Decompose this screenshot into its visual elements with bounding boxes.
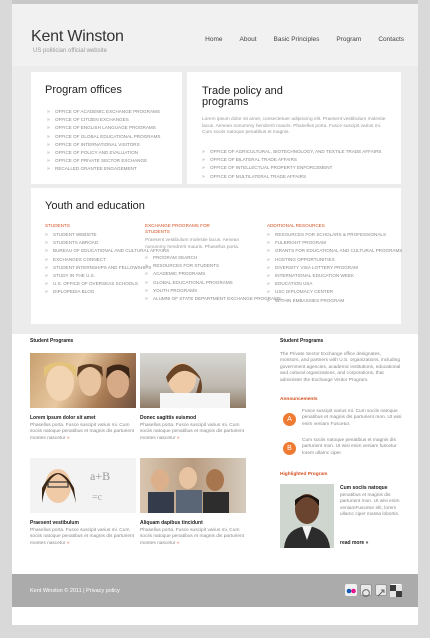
youth-education-box (31, 188, 401, 324)
resources-item[interactable]: » GRANTS FOR EDUCATIONAL AND CULTURAL PROGRAMS (267, 247, 397, 255)
program-offices-item[interactable]: » OFFICE OF INTERNATIONAL VISITORS (47, 141, 161, 149)
flickr-icon[interactable] (345, 584, 357, 596)
trade-policy-box (187, 72, 401, 184)
students-item[interactable]: » BUREAU OF EDUCATIONAL AND CULTURAL AFFAIRS (45, 247, 145, 255)
resources-item[interactable]: » RESOURCES FOR SCHOLARS & PROFESSIONALS (267, 231, 397, 239)
site-slogan: US politician official website (33, 48, 107, 54)
card-2-text: Phasellus porta. Fusce suscipit varius mi. Cum sociis natoque penatibus et magnis dis parturient montes nascetur » (140, 423, 244, 441)
trade-policy-item[interactable]: » OFFICE OF INTELLECTUAL PROPERTY ENFORCEMENT (202, 164, 381, 172)
skype-icon-shape (361, 588, 371, 598)
highlighted-caption[interactable]: Cum sociis natoque (340, 485, 388, 491)
highlighted-person-image (280, 484, 334, 548)
nav-about[interactable]: About (239, 36, 257, 43)
read-more-link[interactable]: read more » (340, 540, 369, 546)
students-group-image (30, 353, 136, 408)
footer (12, 574, 418, 607)
students-photo-1[interactable] (30, 353, 136, 408)
delicious-icon[interactable] (390, 584, 402, 596)
content-area (12, 66, 418, 334)
exchange-list (145, 254, 281, 303)
card-1-more-link[interactable]: » (66, 435, 70, 441)
exchange-item[interactable]: » ACADEMIC PROGRAMS (145, 270, 260, 278)
program-offices-list (47, 108, 161, 174)
program-offices-item[interactable]: » OFFICE OF CITIZEN EXCHANGES (47, 116, 161, 124)
students-item[interactable]: » STUDENT INTERNSHIPS AND FELLOWSHIPS (45, 264, 145, 272)
students-class-image (140, 458, 246, 513)
resources-item[interactable]: » DIVERSITY VISA LOTTERY PROGRAM (267, 264, 397, 272)
resources-heading: ADDITIONAL RESOURCES (267, 223, 325, 228)
share-icon-shape (376, 588, 386, 598)
header (12, 4, 418, 66)
students-item[interactable]: » EXCHANGES CONNECT (45, 256, 145, 264)
student-whiteboard-image (30, 458, 136, 513)
student-programs-title: Student Programs (30, 338, 74, 344)
announcement-a-badge: A (283, 413, 296, 426)
highlighted-text: penatibus et magnis dis parturient mon. Ut wisi enim veniamFuscetur elit, lorem ullamc ciper massa lobortis. (340, 493, 400, 518)
card-2-more-link[interactable]: » (176, 435, 180, 441)
nav-home[interactable]: Home (205, 36, 223, 43)
students-heading: STUDENTS (45, 223, 70, 228)
students-photo-2[interactable] (140, 353, 246, 408)
resources-item[interactable]: » FULBRIGHT PROGRAM (267, 239, 397, 247)
resources-item[interactable]: » HOSTING OPPORTUNITIES (267, 256, 397, 264)
sidebar-title: Student Programs (280, 338, 324, 344)
page (12, 0, 418, 625)
resources-list (267, 231, 403, 305)
resources-item[interactable]: » INTERNATIONAL EDUCATION WEEK (267, 272, 397, 280)
student-lying-image (140, 353, 246, 408)
students-item[interactable]: » DIPLOPEDIA BLOG (45, 288, 145, 296)
program-offices-item[interactable]: » OFFICE OF GLOBAL EDUCATIONAL PROGRAMS (47, 133, 161, 141)
announcements-title: Announcements (280, 397, 318, 402)
delicious-icon-shape (390, 585, 402, 597)
card-4-text: Phasellus porta. Fusce suscipit varius mi. Cum sociis natoque penatibus et magnis dis parturient montes nascetur » (140, 528, 244, 546)
announcement-b-badge: B (283, 442, 296, 455)
card-1-caption[interactable]: Lorem ipsum dolor sit amet (30, 415, 96, 421)
main-nav (188, 36, 404, 43)
program-offices-item[interactable]: » OFFICE OF ENGLISH LANGUAGE PROGRAMS (47, 124, 161, 132)
trade-policy-item[interactable]: » OFFICE OF BILATERAL TRADE AFFAIRS (202, 156, 381, 164)
nav-program[interactable]: Program (336, 36, 362, 43)
svg-text:=c: =c (92, 492, 103, 503)
resources-item[interactable]: » WITHIN EMBASSIES PROGRAM (267, 297, 397, 305)
program-offices-item[interactable]: » OFFICE OF POLICY AND EVALUATION (47, 149, 161, 157)
students-list (45, 231, 170, 297)
resources-item[interactable]: » USC DIPLOMACY CENTER (267, 288, 397, 296)
skype-icon[interactable] (360, 584, 372, 596)
card-3-more-link[interactable]: » (66, 540, 70, 546)
sidebar-text: The Private Sector Exchange office designates, monitors, and partners with U.S. organizations, including government agencies, academic institutions, educational and cultural organizations, and corporations, that administer the Exchange Visitor Program. (280, 352, 401, 383)
students-item[interactable]: » U.S. OFFICE OF OVERSEAS SCHOOLS (45, 280, 145, 288)
program-offices-item[interactable]: » OFFICE OF PRIVATE SECTOR EXCHANGE (47, 157, 161, 165)
announcement-a-text: Fusce suscipit varius mi. Cum sociis natoque penatibus et magnis dis parturient mon. Ut wisi enim veniam Fuscetur. (302, 409, 402, 427)
program-offices-box (31, 72, 182, 184)
program-offices-item[interactable]: » OFFICE OF ACADEMIC EXCHANGE PROGRAMS (47, 108, 161, 116)
card-2-caption[interactable]: Donec sagittis euismod (140, 415, 197, 421)
exchange-item[interactable]: » ALUMNI OF STATE DEPARTMENT EXCHANGE PROGRAMS (145, 295, 260, 303)
card-3-text: Phasellus porta. Fusce suscipit varius mi. Cum sociis natoque penatibus et magnis dis parturient montes nascetur » (30, 528, 134, 546)
students-column (45, 223, 170, 297)
program-offices-title: Program offices (45, 84, 122, 96)
flickr-icon-shape (345, 585, 357, 597)
nav-basic-principles[interactable]: Basic Principles (273, 36, 320, 43)
highlighted-title: Highlighted Program (280, 472, 328, 477)
students-photo-4[interactable] (140, 458, 246, 513)
exchange-intro: Praesent vestibulum molestie lacus. Aenean nonummy hendrerit mauris. Phasellus porta. (145, 238, 240, 250)
exchange-item[interactable]: » RESOURCES FOR STUDENTS (145, 262, 260, 270)
card-4-more-link[interactable]: » (176, 540, 180, 546)
exchange-item[interactable]: » PROGRAM SEARCH (145, 254, 260, 262)
exchange-heading: EXCHANGE PROGRAMS FOR STUDENTS (145, 223, 210, 234)
trade-policy-title: Trade policy and programs (202, 85, 283, 108)
exchange-column (145, 223, 281, 303)
announcement-b-text: Cum sociis natoque penatibus et magnis dis parturient mon. Ut wisi enim veniam fuscetur lorem ullamc ciper. (302, 438, 397, 456)
students-item[interactable]: » STUDY IN THE U.S. (45, 272, 145, 280)
card-3-caption[interactable]: Praesent vestibulum (30, 520, 79, 526)
program-offices-item[interactable]: » RECALLED GRANTEE ENGAGEMENT (47, 165, 161, 173)
students-item[interactable]: » STUDENT WEBSITE (45, 231, 145, 239)
share-icon[interactable] (375, 584, 387, 596)
youth-education-title: Youth and education (45, 200, 145, 212)
exchange-item[interactable]: » YOUTH PROGRAMS (145, 287, 260, 295)
students-photo-3[interactable] (30, 458, 136, 513)
svg-text:a+B: a+B (90, 469, 111, 483)
trade-policy-item[interactable]: » OFFICE OF MULTILATERAL TRADE AFFAIRS (202, 173, 381, 181)
trade-policy-item[interactable]: » OFFICE OF AGRICULTURAL, BIOTECHNOLOGY, AND TEXTILE TRADE AFFAIRS (202, 148, 381, 156)
nav-contacts[interactable]: Contacts (378, 36, 404, 43)
site-logo[interactable]: Kent Winston (31, 28, 124, 45)
resources-column (267, 223, 403, 305)
card-1-text: Phasellus porta. Fusce suscipit varius mi. Cum sociis natoque penatibus et magnis dis parturient montes nascetur » (30, 423, 134, 441)
highlighted-photo[interactable] (280, 484, 334, 548)
trade-policy-list (202, 148, 381, 181)
students-item[interactable]: » STUDENTS ABROAD (45, 239, 145, 247)
resources-item[interactable]: » EDUCATION USA (267, 280, 397, 288)
trade-policy-intro: Lorem ipsum dolor sit amet, consectetuer adipiscing elit. Praesent vestibulum molestie lacus. Aenean nonummy hendrerit mauris. Phasellus porta. Fusce suscipit varius mi. Cum sociis natoque penatibus et magnis. (202, 117, 386, 135)
card-4-caption[interactable]: Aliquam dapibus tincidunt (140, 520, 203, 526)
footer-copyright[interactable]: Kent Winston © 2011 | Privacy policy (30, 588, 120, 594)
exchange-item[interactable]: » GLOBAL EDUCATIONAL PROGRAMS (145, 279, 260, 287)
